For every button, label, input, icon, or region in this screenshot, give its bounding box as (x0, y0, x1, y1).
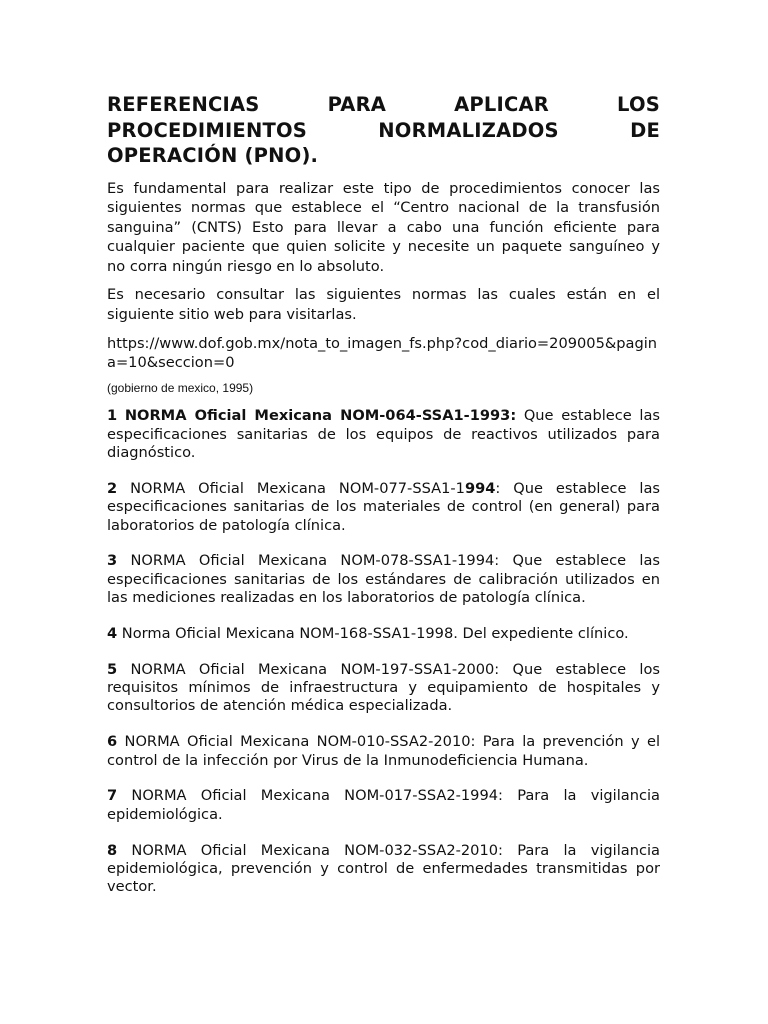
norm-text-2b: : Que establece las especificaciones sanitarias de los materiales de control (en general) para laboratorios de patología clínica. (107, 479, 660, 534)
norm-item-5 (107, 661, 660, 716)
norm-item-7 (107, 787, 660, 824)
norm-number-2: 2 (107, 479, 118, 497)
norm-item-1 (107, 407, 660, 462)
norm-number-6: 6 (107, 733, 118, 751)
norm-text-8: NORMA Oficial Mexicana NOM-032-SSA2-2010: Para la vigilancia epidemiológica, prevención y control de enfermedades transmitidas por vector. (107, 841, 660, 896)
norm-text-5: NORMA Oficial Mexicana NOM-197-SSA1-2000: Que establece los requisitos mínimos de infraestructura y equipamiento de hospitales y consultorios de atención médica especializada. (107, 660, 660, 715)
document-title: REFERENCIAS PARA APLICAR LOS PROCEDIMIENTOS NORMALIZADOS DE OPERACIÓN (PNO). (107, 93, 660, 167)
norm-text-1: Que establece las especificaciones sanitarias de los equipos de reactivos utilizados para diagnóstico. (107, 407, 661, 462)
norm-number-5: 5 (107, 660, 118, 678)
document-page (107, 92, 660, 914)
norm-number-4: 4 (107, 624, 118, 642)
norm-number-1: 1 (107, 407, 118, 425)
norm-text-7: NORMA Oficial Mexicana NOM-017-SSA2-1994: Para la vigilancia epidemiológica. (107, 787, 660, 823)
consult-paragraph: Es necesario consultar las siguientes normas las cuales están en el siguiente sitio web para visitarlas. (107, 286, 660, 324)
norm-item-8 (107, 842, 660, 897)
norm-bold-text-2: 994 (464, 479, 496, 497)
norm-text-2a: NORMA Oficial Mexicana NOM-077-SSA1-1 (130, 479, 465, 497)
norm-number-3: 3 (107, 552, 118, 570)
norm-item-3 (107, 552, 660, 607)
reference-url[interactable]: https://www.dof.gob.mx/nota_to_imagen_fs.php?cod_diario=209005&pagina=10&seccion=0 (107, 334, 658, 372)
norm-text-6: NORMA Oficial Mexicana NOM-010-SSA2-2010: Para la prevención y el control de la infección por Virus de la Inmunodeficiencia Humana. (107, 733, 660, 769)
norm-item-4 (107, 625, 660, 643)
norm-text-3: NORMA Oficial Mexicana NOM-078-SSA1-1994: Que establece las especificaciones sanitarias de los estándares de calibración utilizados en las mediciones realizadas en los laboratorios de patología clínica. (107, 552, 660, 607)
norm-number-7: 7 (107, 787, 118, 805)
norm-text-4: Norma Oficial Mexicana NOM-168-SSA1-1998. Del expediente clínico. (121, 624, 629, 642)
norm-number-8: 8 (107, 841, 118, 859)
norm-item-6 (107, 733, 660, 770)
norm-bold-text-1: NORMA Oficial Mexicana NOM-064-SSA1-1993: (124, 407, 517, 425)
intro-paragraph: Es fundamental para realizar este tipo de procedimientos conocer las siguientes normas que establece el “Centro nacional de la transfusión sanguina” (CNTS) Esto para llevar a cabo una función eficiente para cualquier paciente que quien solicite y necesite un paquete sanguíneo y no corra ningún riesgo en lo absoluto. (107, 179, 660, 275)
citation: (gobierno de mexico, 1995) (107, 381, 254, 396)
norm-item-2 (107, 480, 660, 535)
